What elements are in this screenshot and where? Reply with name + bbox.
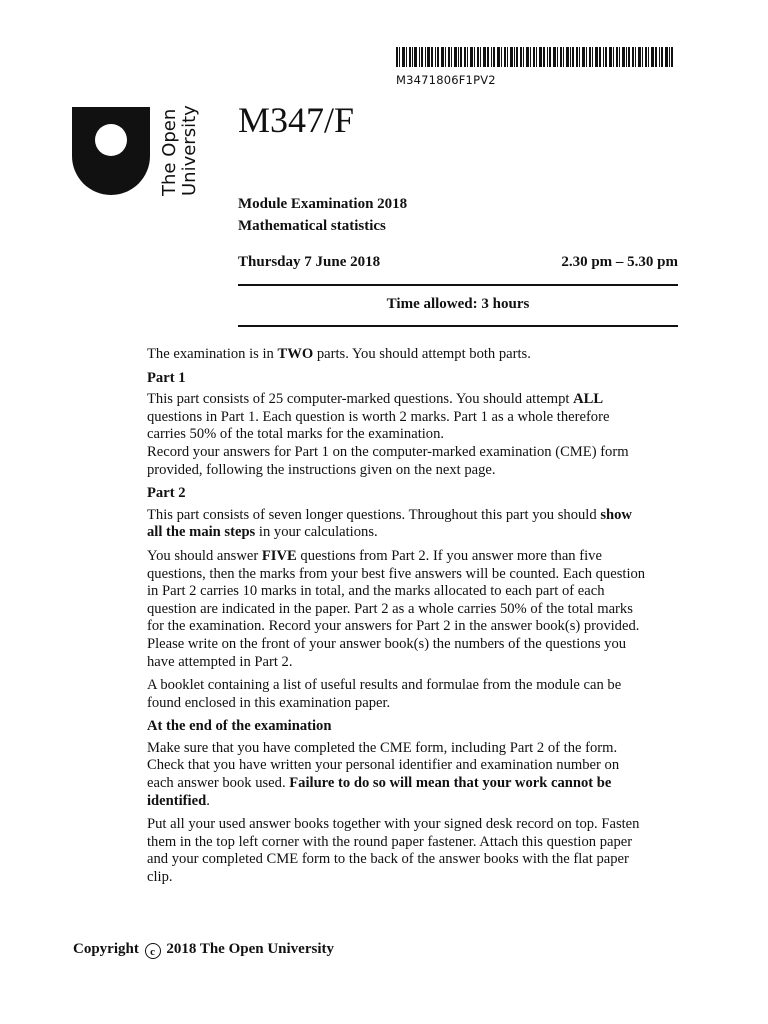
open-university-shield-icon — [72, 107, 150, 195]
exam-meta — [238, 196, 678, 270]
divider-top — [238, 284, 678, 286]
copyright-icon: c — [145, 943, 161, 959]
exam-subject: Mathematical statistics — [238, 218, 386, 234]
logo-wordmark — [160, 104, 200, 196]
end-paragraph-2: Put all your used answer books together with your signed desk record on top. Fasten them in the top left corner with the round paper fastener. Attach this question paper and your completed CME form to the back of the answer books with the flat paper clip. — [147, 816, 640, 886]
exam-time: 2.30 pm – 5.30 pm — [561, 254, 678, 270]
exam-date-row — [238, 254, 678, 271]
part2-paragraph-3: A booklet containing a list of useful results and formulae from the module can be found enclosed in this examination paper. — [147, 677, 622, 711]
part1-paragraph-1: This part consists of 25 computer-marked questions. You should attempt ALL questions in Part 1. Each question is worth 2 marks. Part 1 as a whole therefore carries 50% of the total marks for the examination. — [147, 391, 610, 443]
copyright-rest: 2018 The Open University — [166, 941, 334, 957]
logo-line-2: University — [179, 105, 200, 196]
end-paragraph-1: Make sure that you have completed the CME form, including Part 2 of the form. Check that you have written your personal identifier and examination number on each answer book used. Failure to do so will mean that your work cannot be identified. — [147, 739, 620, 809]
divider-bottom — [238, 325, 678, 327]
exam-title: Module Examination 2018 — [238, 196, 408, 212]
logo-line-1: The Open — [159, 108, 180, 196]
part2-paragraph-2: You should answer FIVE questions from Part 2. If you answer more than five questions, then the marks from your best five answers will be counted. Each question in Part 2 carries 10 marks in total, and the marks allocated to each part of each question are indicated in the paper. Part 2 as a whole carries 50% of the total marks for the examination. Record your answers for Part 2 in the answer book(s) provided. Please write on the front of your answer book(s) the numbers of the questions you have attempted in Part 2. — [147, 547, 646, 670]
barcode — [396, 47, 673, 67]
part2-heading: Part 2 — [147, 485, 186, 502]
end-heading: At the end of the examination — [147, 718, 332, 735]
barcode-number: M3471806F1PV2 — [396, 73, 496, 87]
part1-heading: Part 1 — [147, 369, 186, 386]
exam-date: Thursday 7 June 2018 — [238, 254, 381, 270]
part2-paragraph-1: This part consists of seven longer questions. Throughout this part you should show all the main steps in your calculations. — [147, 506, 632, 541]
intro-paragraph: The examination is in TWO parts. You should attempt both parts. — [147, 346, 531, 362]
part1-paragraph-2: Record your answers for Part 1 on the computer-marked examination (CME) form provided, following the instructions given on the next page. — [147, 443, 629, 478]
course-code: M347/F — [238, 100, 355, 140]
copyright-label: Copyright — [73, 941, 139, 957]
time-allowed: Time allowed: 3 hours — [386, 296, 530, 312]
copyright — [73, 941, 334, 959]
instructions — [147, 346, 647, 893]
